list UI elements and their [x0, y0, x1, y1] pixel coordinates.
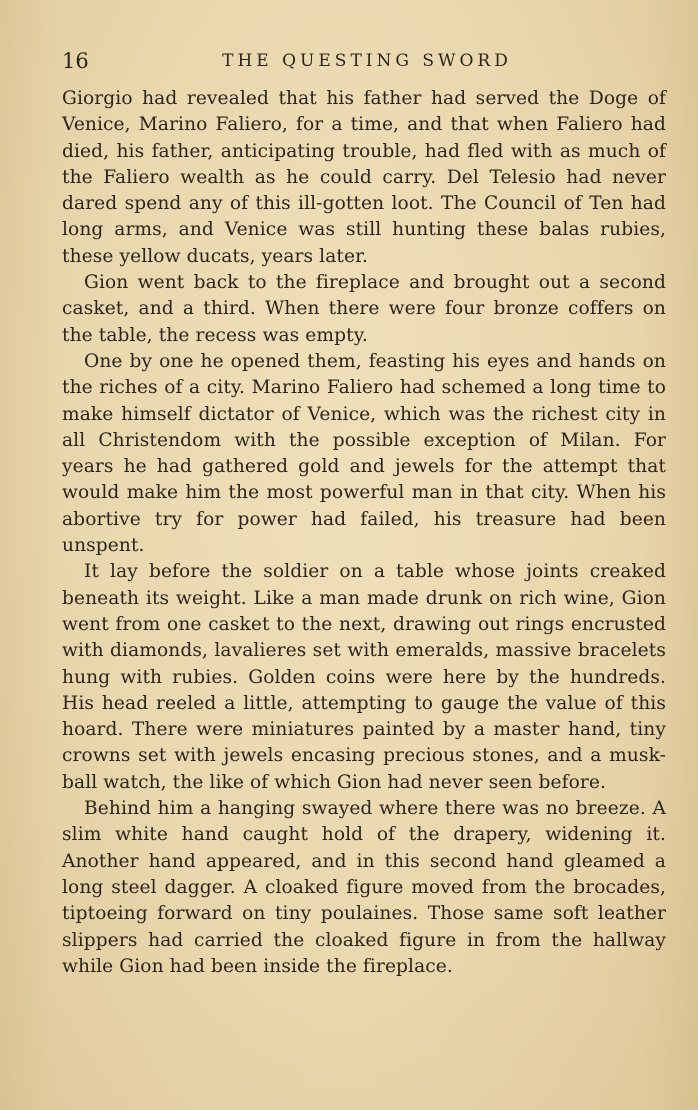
page-header — [62, 44, 636, 78]
page-number: 16 — [62, 49, 89, 73]
paragraph: Behind him a hanging swayed where there was no breeze. A slim white hand caught hold of the drapery, widening it. Another hand appeared, and in this second hand gleamed a long steel dagger. A cloaked figure moved from the brocades, tiptoeing forward on tiny poulaines. Those same soft leather slippers had carried the cloaked figure in from the hallway while Gion had been inside the fireplace. — [62, 798, 666, 977]
paragraph: Giorgio had revealed that his father had served the Doge of Venice, Marino Faliero, for a time, and that when Faliero had died, his father, anticipating trouble, had fled with as much of the Faliero wealth as he could carry. Del Telesio had never dared spend any of this ill-gotten loot. The Council of Ten had long arms, and Venice was still hunting these balas rubies, these yellow ducats, years later. — [62, 88, 666, 267]
paragraph: It lay before the soldier on a table whose joints creaked beneath its weight. Like a man made drunk on rich wine, Gion went from one casket to the next, drawing out rings encrusted with diamonds, lavalieres set with emeralds, massive bracelets hung with rubies. Golden coins were here by the hundreds. His head reeled a little, attempting to gauge the value of this hoard. There were miniatures painted by a master hand, tiny crowns set with jewels encasing precious stones, and a musk-ball watch, the like of which Gion had never seen before. — [62, 561, 666, 793]
paragraph: Gion went back to the fireplace and brought out a second casket, and a third. When there were four bronze coffers on the table, the recess was empty. — [62, 272, 666, 346]
running-title: THE QUESTING SWORD — [222, 51, 512, 71]
paragraph: One by one he opened them, feasting his eyes and hands on the riches of a city. Marino Faliero had schemed a long time to make himself dictator of Venice, which was the richest city in all Christendom with the possible exception of Milan. For years he had gathered gold and jewels for the attempt that would make him the most powerful man in that city. When his abortive try for power had failed, his treasure had been unspent. — [62, 350, 666, 557]
body-text — [62, 86, 666, 980]
